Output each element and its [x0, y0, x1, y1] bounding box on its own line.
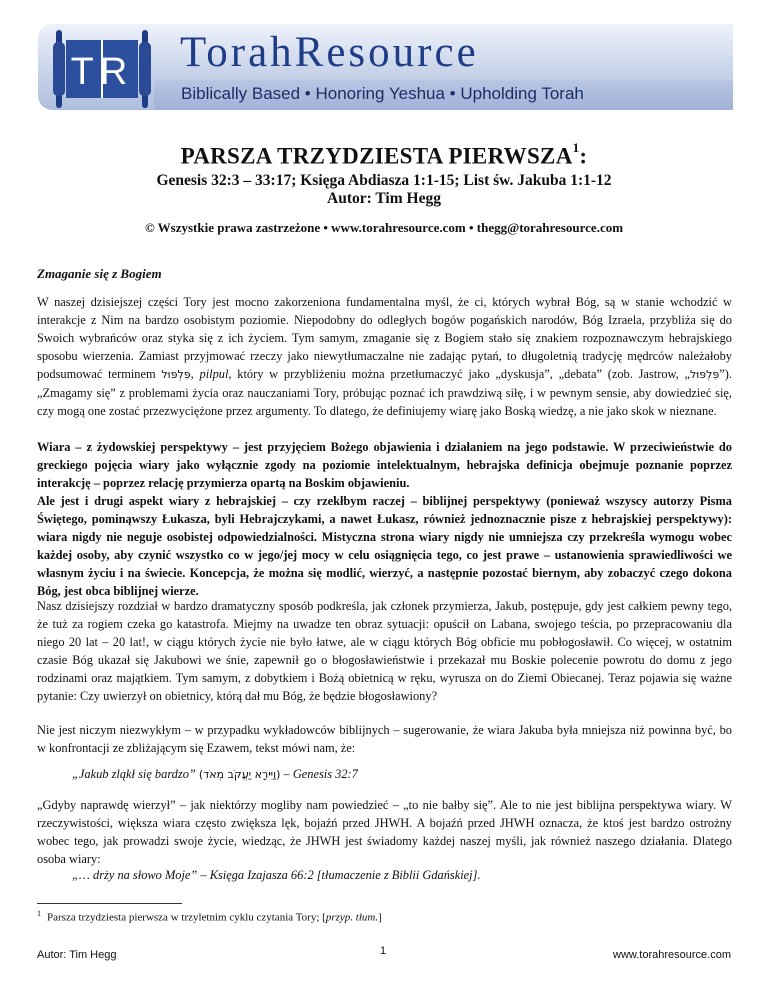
- section-heading: Zmaganie się z Bogiem: [37, 266, 162, 281]
- page-title: [0, 140, 768, 170]
- p1-hebrew-pilpul-2: פִּלְפּוּל: [690, 368, 720, 381]
- paragraph-1: W naszej dzisiejszej części Tory jest mocno zakorzeniona fundamentalna myśl, że ci, których wybrał Bóg, są w stanie wchodzić w interakcje z Nim na bardzo osobistym poziomie. Niepodobny do odległych bogów pogańskich narodów, Bóg Izraela, przybliża się do Swoich wybrańców oraz styka się z ich życiem. Tym samym, zmaganie się z Bogiem stało się znakiem rozpoznawczym hebrajskiego sposobu wierzenia. Zamiast przyjmować rzeczy jako niewytłumaczalne nie zadając pytań, to długoletnią tradycję mędrców należałoby podsumować terminem פִּלְפּוּל, pilpul, który w przybliżeniu można przetłumaczyć jako „dyskusja”, „debata” (zob. Jastrow, „פִּלְפּוּל”). „Zmagamy się” z problemami życia oraz nauczaniami Tory, próbując poznać ich prawdziwą siłę, i w pewnym sensie, aby dowiedzieć się, czy mogą one zostać przezwyciężone przez argumenty. To dlatego, że definiujemy wiarę jako Boską wiedzę, a nie jako skok w nieznane.: [37, 295, 732, 418]
- paragraph-2: Wiara – z żydowskiej perspektywy – jest przyjęciem Bożego objawienia i działaniem na jego podstawie. W przeciwieństwie do greckiego pojęcia wiary jako wyłącznie zgody na poziomie intelektualnym, hebrajska definicja obejmuje poznanie poprzez interakcję – poprzez relację przymierza opartą na Boskim objawieniu.: [37, 440, 732, 490]
- footnote-text-b: ]: [378, 911, 382, 924]
- copyright-line: © Wszystkie prawa zastrzeżone • www.torahresource.com • thegg@torahresource.com: [144, 220, 624, 235]
- title-text: PARSZA TRZYDZIESTA PIERWSZA: [180, 143, 573, 169]
- title-footnote-marker[interactable]: 1: [572, 140, 580, 155]
- footer-website-link[interactable]: www.torahresource.com: [613, 949, 731, 961]
- footnote-marker: 1: [37, 909, 41, 918]
- p1-term-pilpul: pilpul: [199, 367, 229, 381]
- paragraph-3: Ale jest i drugi aspekt wiary z hebrajskiej – czy rzekłbym raczej – biblijnej perspektywy (ponieważ wszyscy autorzy Pisma Świętego, pominąwszy Łukasza, byli Hebrajczykami, a nawet Łukasz, również jednoznacznie pisze z hebrajskiej perspektywy): wiara nigdy nie neguje osobistej odpowiedzialności. Mistyczna strona wiary nigdy nie umniejsza czy przekreśla wymogu wobec każdej osoby, aby czynić wszystko co w jego/jej mocy w celu osiągnięcia tego, co jest prawe – ustanowienia sprawiedliwości we własnym życiu i na świecie. Koncepcja, że można się modlić, wierzyć, a następnie pozostać biernym, aby zobaczyć czego dokona Bóg, jest obca biblijnej wierze.: [37, 494, 732, 598]
- brand-name: TorahResource: [180, 29, 479, 76]
- torahresource-banner: [38, 24, 733, 110]
- footnote: [37, 909, 382, 924]
- quote-genesis-text: „Jakub zląkł się bardzo”: [72, 767, 196, 781]
- title-colon: :: [579, 143, 588, 169]
- quote-isaiah: „… drży na słowo Moje” – Księga Izajasza 66:2 [tłumaczenie z Biblii Gdańskiej].: [72, 868, 481, 882]
- p1-text-a: W naszej dzisiejszej części Tory jest mocno zakorzeniona fundamentalna myśl, że ci, których wybrał Bóg, są w stanie wchodzić w interakcje z Nim na bardzo osobistym poziomie. Niepodobny do odległych bogów pogańskich narodów, Bóg Izraela, przybliża się do Swoich wybrańców oraz styka się z ich życiem. Tym samym, zmaganie się z Bogiem stało się znakiem rozpoznawczym hebrajskiego sposobu wierzenia. Zamiast przyjmować rzeczy jako niewytłumaczalne nie zadając pytań, to długoletnią tradycję mędrców należałoby podsumować terminem: [37, 295, 732, 381]
- paragraph-5: Nie jest niczym niezwykłym – w przypadku wykładowców biblijnych – sugerowanie, że wiara Jakuba była mniejsza niż powinna być, bo w konfrontacji ze zbliżającym się Ezawem, tekst mówi nam, że:: [37, 723, 732, 755]
- quote-genesis: [72, 767, 358, 782]
- p1-text-b: , który w przybliżeniu można przetłumaczyć jako „dyskusja”, „debata” (zob. Jastrow, „: [228, 367, 691, 381]
- p1-text-c: ”). „Zmagamy się” z problemami życia oraz nauczaniami Tory, próbując poznać ich prawdziwą siłę, i w pewnym sensie, aby dowiedzieć się, czy mogą one zostać przezwyciężone przez argumenty. To dlatego, że definiujemy wiarę jako Boską wiedzę, a nie jako skok w nieznane.: [37, 367, 732, 418]
- logo-letters: TR: [70, 51, 134, 93]
- p1-hebrew-pilpul: פִּלְפּוּל: [161, 368, 191, 381]
- scripture-references: Genesis 32:3 – 33:17; Księga Abdiasza 1:1-15; List św. Jakuba 1:1-12: [156, 172, 612, 189]
- page-number: 1: [380, 945, 387, 957]
- footer-author: Autor: Tim Hegg: [37, 949, 117, 961]
- footnote-translator-note: przyp. tłum.: [325, 911, 379, 924]
- quote-genesis-hebrew: (וַיִּירָא יַעֲקֹב מְאֹד): [198, 768, 281, 781]
- author-line: Autor: Tim Hegg: [327, 190, 441, 207]
- brand-tagline: Biblically Based • Honoring Yeshua • Upholding Torah: [181, 84, 584, 103]
- footnote-divider: [37, 903, 182, 904]
- paragraph-6: „Gdyby naprawdę wierzył” – jak niektórzy mogliby nam powiedzieć – „to nie bałby się”. Ale to nie jest biblijna perspektywa wiary. W rzeczywistości, większa wiara często zwiększa lęk, bojaźń przed JHWH. A bojaźń przed JHWH oznacza, że ktoś jest bardzo ostrożny wobec tego, jak prowadzi swoje życie, wiedząc, że JHWH jest świadomy każdej naszej myśli, jak również naszego działania. Dlatego osoba wiary:: [37, 798, 732, 866]
- footnote-text-a: Parsza trzydziesta pierwsza w trzyletnim cyklu czytania Tory; [: [47, 911, 326, 924]
- paragraph-4: Nasz dzisiejszy rozdział w bardzo dramatyczny sposób podkreśla, jak członek przymierza, Jakub, postępuje, gdy jest całkiem pewny tego, że tuż za rogiem czeka go katastrofa. Miejmy na uwadze ten obraz sytuacji: opuścił on Labana, swojego teścia, po przepracowaniu dla niego 20 lat – 20 lat!, w ciągu których życie nie było łatwe, ale w ciągu których Bóg obficie mu pobłogosławił. Co więcej, w ostatnim czasie Bóg ukazał się Jakubowi we śnie, zapewnił go o błogosławieństwie i przekazał mu Boskie polecenie powrotu do domu z jego rodzinami oraz majątkiem. Tym samym, z dobytkiem i Bożą obietnicą w ręku, wyrusza on do Ziemi Obiecanej. Teraz pojawia się ważne pytanie: Czy uwierzył on obietnicy, którą dał mu Bóg, że będzie błogosławiony?: [37, 599, 732, 703]
- torah-scroll-logo-icon: [52, 28, 152, 110]
- quote-genesis-ref: – Genesis 32:7: [280, 767, 358, 781]
